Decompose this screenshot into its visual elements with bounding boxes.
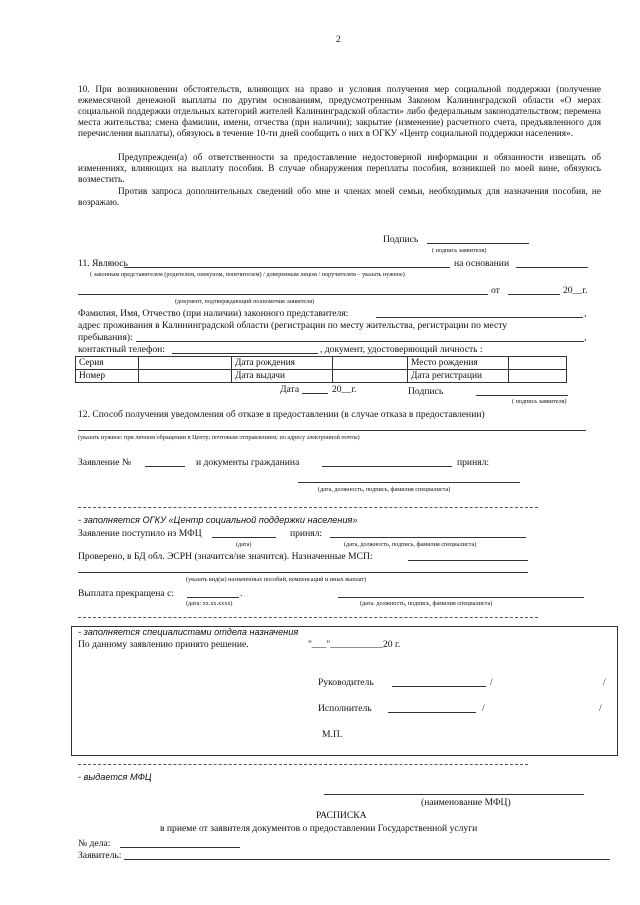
series-field[interactable] <box>139 357 232 370</box>
signature-line[interactable] <box>427 243 529 244</box>
ogku-stopped-spec-field[interactable] <box>338 597 584 598</box>
decision-date[interactable]: "___"___________20 г. <box>308 639 401 650</box>
ogku-accepted-label: принял: <box>290 528 323 539</box>
section10-paragraph1: 10. При возникновении обстоятельств, влияющих на право и условия получения мер социальной поддержки (получение ежемесячной денежной выплаты по другим основаниям, предусмотренным Законом Калининградской области «О мерах социальной поддержки отдельных категорий жителей Калининградской области» либо федеральным законодательством; перемена места жительства; смена фамилии, имени, отчества (при наличии); закрытие (изменение) расчетного счета, предъявленного для перечисления выплаты), обязуюсь в течение 10-ти дней сообщить о них в ОГКУ «Центр социальной поддержки населения». <box>78 85 601 140</box>
ogku-header: - заполняется ОГКУ «Центр социальной поддержки населения» <box>78 515 358 525</box>
divider <box>78 507 538 508</box>
birth-date-field[interactable] <box>333 357 408 370</box>
ogku-stopped-field[interactable] <box>187 597 239 598</box>
head-label: Руководитель <box>318 677 374 688</box>
document-year: 20__г. <box>563 285 588 296</box>
notification-method-field[interactable] <box>78 430 586 431</box>
page-number: 2 <box>336 34 341 45</box>
ogku-received-label: Заявление поступило из МФЦ <box>78 528 202 539</box>
signature-caption: ( подпись заявителя) <box>432 247 487 254</box>
document-date-field[interactable] <box>508 294 560 295</box>
case-number-field[interactable] <box>120 847 240 848</box>
accept-spec-field[interactable] <box>298 482 520 483</box>
applicant-label: Заявитель: <box>78 850 122 861</box>
citizen-field[interactable] <box>322 466 452 467</box>
executor-label: Исполнитель <box>318 703 372 714</box>
accepted-label: принял: <box>457 457 490 468</box>
sign-caption: ( подпись заявителя) <box>512 398 567 405</box>
document-field[interactable] <box>78 294 488 295</box>
basis-field[interactable] <box>516 267 588 268</box>
accept-caption: (дата, должность, подпись, фамилия специалиста) <box>318 486 451 493</box>
section12-caption: (указать нужное: при личном обращении в Центр; почтовым отправлением; по адресу электронной почты) <box>78 434 360 441</box>
birth-place-field[interactable] <box>509 357 567 370</box>
executor-sign-field[interactable] <box>388 712 476 713</box>
basis-label: на основании <box>454 258 510 269</box>
signature-label: Подпись <box>383 234 419 245</box>
mfc-name-caption: (наименование МФЦ) <box>421 797 511 808</box>
number-label: Номер <box>76 370 139 383</box>
sign-field[interactable] <box>476 395 568 396</box>
series-label: Серия <box>76 357 139 370</box>
document-caption: (документ, подтверждающий полномочия заявителя) <box>175 298 315 305</box>
docs-label: и документы гражданина <box>196 457 300 468</box>
section10-paragraph3: Против запроса дополнительных сведений обо мне и членах моей семьи, необходимых для назначения пособия, не возражаю. <box>78 187 601 209</box>
mfc-name-field[interactable] <box>324 794 584 795</box>
stamp-label: М.П. <box>322 729 343 740</box>
ogku-msp-field[interactable] <box>408 560 528 561</box>
fio-label: Фамилия, Имя, Отчество (при наличии) законного представителя: <box>78 308 349 319</box>
statement-number-field[interactable] <box>145 466 185 467</box>
representative-caption: ( законным представителем (родителем, опекуном, попечителем) / доверенным лицом / поручителем – указать нужное) <box>90 271 405 278</box>
decision-label: По данному заявлению принято решение. <box>78 639 249 650</box>
phone-field[interactable] <box>172 353 318 354</box>
divider <box>78 764 528 765</box>
id-doc-label: , документ, удостоверяющий личность : <box>320 344 483 355</box>
representative-field[interactable] <box>124 267 450 268</box>
case-number-label: № дела: <box>78 838 111 849</box>
iam-label: 11. Являюсь <box>78 258 128 269</box>
ogku-stopped-label: Выплата прекращена с: <box>78 588 175 599</box>
statement-label: Заявление № <box>78 457 132 468</box>
sign-label: Подпись <box>408 386 444 397</box>
issue-date-label: Дата выдачи <box>232 370 333 383</box>
number-field[interactable] <box>139 370 232 383</box>
from-label: от <box>491 285 500 296</box>
date-year: 20__г. <box>332 384 357 395</box>
applicant-field[interactable] <box>124 859 610 860</box>
fio-field[interactable] <box>376 317 583 318</box>
ogku-received-date-field[interactable] <box>212 537 276 538</box>
date-field[interactable] <box>302 393 328 394</box>
address-field[interactable] <box>136 341 584 342</box>
ogku-date-caption: (дата) <box>236 541 252 548</box>
birth-date-label: Дата рождения <box>232 357 333 370</box>
head-sign-field[interactable] <box>392 686 486 687</box>
receipt-subtitle: в приеме от заявителя документов о предоставлении Государственной услуги <box>160 823 478 834</box>
receipt-title: РАСПИСКА <box>316 810 367 821</box>
identity-table <box>75 356 567 383</box>
reg-date-label: Дата регистрации <box>408 370 509 383</box>
ogku-benefits-field[interactable] <box>78 572 528 573</box>
reg-date-field[interactable] <box>509 370 567 383</box>
ogku-spec-field[interactable] <box>330 537 526 538</box>
section10-paragraph2: Предупрежден(а) об ответственности за предоставление недостоверной информации и обязанности извещать об изменениях, влияющих на выплату пособия. В случае обнаружения переплаты пособия, возникшей по моей вине, обязуюсь возместить. <box>78 153 601 186</box>
address-label-1: адрес проживания в Калининградской области (регистрации по месту жительства, регистрации по месту <box>78 320 508 331</box>
mfc-header: - выдается МФЦ <box>78 772 152 782</box>
ogku-benefits-caption: (указать вид(ы) назначенных пособий, компенсаций и иных выплат) <box>186 576 367 583</box>
birth-place-label: Место рождения <box>408 357 509 370</box>
divider <box>78 617 538 618</box>
ogku-stopped-spec-caption: (дата. должность, подпись, фамилия специалиста) <box>360 600 493 607</box>
ogku-checked-label: Проверено, в БД обл. ЭСРН (значится/не значится). Назначенные МСП: <box>78 551 373 562</box>
ogku-spec-caption: (дата, должность, подпись, фамилия специалиста) <box>344 541 477 548</box>
date-label: Дата <box>280 384 300 395</box>
issue-date-field[interactable] <box>333 370 408 383</box>
assignment-header: - заполняется специалистами отдела назначения <box>78 627 299 637</box>
address-label-2: пребывания): <box>78 332 133 343</box>
phone-label: контактный телефон: <box>78 344 165 355</box>
ogku-stopped-caption: (дата: хх.хх.хххх) <box>186 600 233 607</box>
section12-title: 12. Способ получения уведомления об отказе в предоставлении (в случае отказа в предоставлении) <box>78 409 485 420</box>
